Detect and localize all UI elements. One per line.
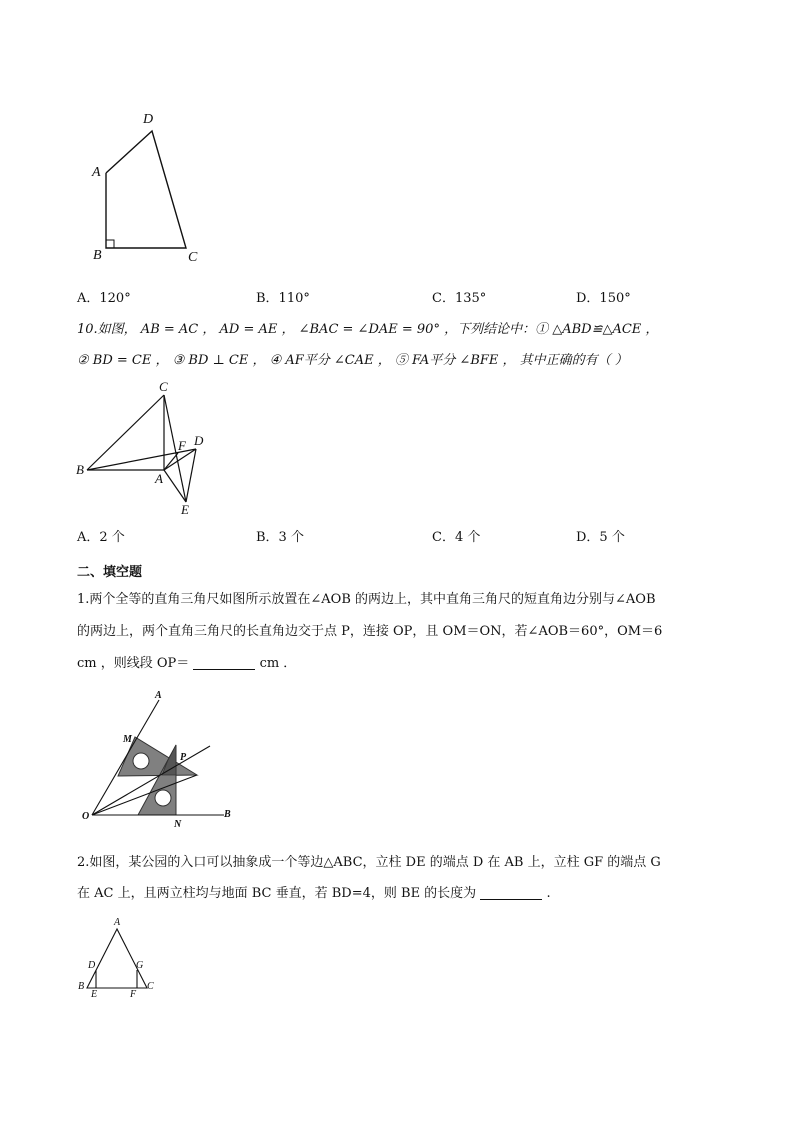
fill1-label-B: B (224, 809, 231, 820)
fill2-label-G: G (136, 960, 144, 971)
fill1-label-M: M (123, 734, 132, 745)
q10-label-A: A (155, 471, 163, 486)
q10-stem-line2: ② BD = CE ， ③ BD ⊥ CE ， ④ AF平分 ∠CAE ， ⑤ FA平分 ∠BFE ， 其中正确的有（ ） (77, 353, 628, 368)
q9-option-c[interactable]: C．135° (432, 291, 487, 306)
fill2-label-D: D (88, 960, 96, 971)
fill1-label-O: O (82, 811, 90, 822)
q10-label-C: C (159, 379, 168, 394)
fill1-stem-line1: 1.两个全等的直角三角尺如图所示放置在∠AOB 的两边上，其中直角三角尺的短直角边分别与∠AOB (77, 592, 656, 607)
q10-option-b[interactable]: B．3 个 (256, 530, 304, 545)
fill1-label-A: A (155, 690, 162, 701)
q10-label-B: B (76, 462, 84, 477)
fill2-label-A: A (114, 917, 121, 928)
fill1-text-pre: cm ，则线段 OP＝ (77, 656, 190, 671)
q9-label-C: C (188, 250, 198, 265)
q10-option-c[interactable]: C．4 个 (432, 530, 481, 545)
q10-label-E: E (181, 502, 189, 517)
q10-stem-line1: 10.如图， AB = AC ， AD = AE ， ∠BAC = ∠DAE = 90° ，下列结论中：① △ABD≌△ACE ， (77, 322, 659, 337)
q9-option-a[interactable]: A．120° (77, 291, 131, 306)
q9-label-B: B (93, 248, 102, 263)
fill1-stem-line2: 的两边上，两个直角三角尺的长直角边交于点 P，连接 OP，且 OM＝ON，若∠AOB＝60°，OM＝6 (77, 624, 663, 639)
fill1-text-post: cm ． (259, 656, 297, 671)
q9-label-A: A (92, 165, 101, 180)
fill2-text-pre: 在 AC 上，且两立柱均与地面 BC 垂直，若 BD=4，则 BE 的长度为 (77, 886, 477, 901)
fill2-label-E: E (91, 989, 98, 1000)
fill2-stem-line1: 2.如图，某公园的入口可以抽象成一个等边△ABC，立柱 DE 的端点 D 在 AB 上，立柱 GF 的端点 G (77, 855, 661, 870)
section-title: 二、填空题 (77, 565, 143, 580)
fill2-label-F: F (130, 989, 137, 1000)
fill1-label-P: P (180, 752, 187, 763)
q9-option-b[interactable]: B．110° (256, 291, 310, 306)
q10-option-d[interactable]: D．5 个 (576, 530, 625, 545)
fill2-label-B: B (78, 981, 85, 992)
q10-label-F: F (178, 438, 186, 453)
fill1-label-N: N (174, 819, 182, 830)
fill2-label-C: C (147, 981, 154, 992)
q10-label-D: D (194, 433, 204, 448)
q9-label-D: D (143, 112, 154, 127)
q10-option-a[interactable]: A．2 个 (77, 530, 125, 545)
q9-option-d[interactable]: D．150° (576, 291, 631, 306)
fill2-text-post: . (546, 886, 551, 901)
